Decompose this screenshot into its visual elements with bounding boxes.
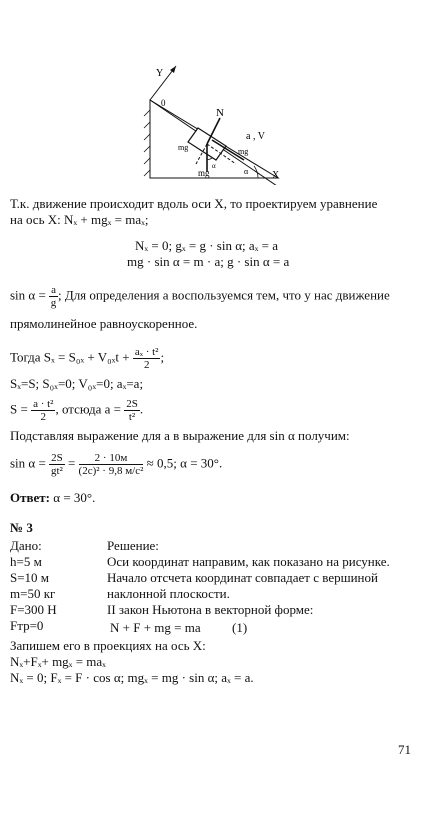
solution-1: Оси координат направим, как показано на рисунке.: [107, 554, 390, 569]
para-5: Тогда Sₓ = S₀ₓ + V₀ₓt + $\frac{\text{aₓ · t²}}{2}$ ;: [10, 346, 165, 371]
fraction-a: $\frac{2S}{\text{t²}}$: [126, 398, 138, 423]
given-title: Дано:: [10, 538, 42, 553]
incline-figure: [140, 60, 290, 185]
answer: [10, 490, 95, 505]
para-12: Nₓ = 0; Fₓ = F · cos α; mgₓ = mg · sin α; aₓ = a.: [10, 670, 254, 685]
label-av: a , V: [246, 131, 265, 142]
label-y: Y: [156, 68, 164, 79]
page-number: 71: [398, 742, 411, 757]
task-number: № 3: [10, 520, 33, 535]
given-2: S=10 м: [10, 570, 50, 585]
given-1: h=5 м: [10, 554, 42, 569]
fraction-2s-gt2: $\frac{2S}{\text{gt²}}$: [50, 452, 63, 477]
para-4: прямолинейное равноускоренное.: [10, 316, 198, 331]
solution-2: Начало отсчета координат совпадает с вершиной: [107, 570, 378, 585]
label-n: N: [216, 107, 224, 119]
label-mgy: mg: [178, 143, 189, 152]
fraction-numeric: $\frac{2 \cdot 10м}{\text{(2с)² · 9,8 м/с²}}$: [78, 452, 144, 477]
label-mg: mg: [198, 168, 210, 178]
label-origin: 0: [161, 98, 166, 108]
solution-title: Решение:: [107, 538, 159, 553]
para-7: S = $\frac{\text{a · t²}}{2}$ , отсюда a = $\frac{2S}{\text{t²}}$ .: [10, 398, 144, 423]
para-10: Запишем его в проекциях на ось X:: [10, 638, 206, 653]
label-alpha-2: α: [212, 162, 216, 170]
answer-text: α = 30°.: [53, 490, 96, 505]
para-11: Nₓ+Fₓ+ mgₓ = maₓ: [10, 654, 106, 669]
para-9-left: sin α =: [10, 455, 46, 471]
label-x: X: [272, 170, 280, 181]
para-1: Т.к. движение происходит вдоль оси X, то проектируем уравнение: [10, 196, 378, 211]
para-8: Подставляя выражение для a в выражение для sin α получим:: [10, 428, 350, 443]
para-5-left: Тогда Sₓ = S₀ₓ + V₀ₓt +: [10, 349, 130, 365]
given-4: F=300 Н: [10, 602, 57, 617]
given-3: m=50 кг: [10, 586, 56, 601]
label-alpha-1: α: [244, 167, 249, 176]
equation-1: Nₓ = 0; gₓ = g · sin α; aₓ = a: [135, 238, 279, 253]
para-6: Sₓ=S; S₀ₓ=0; V₀ₓ=0; aₓ=a;: [10, 376, 144, 391]
incline-hatch: [144, 110, 150, 176]
para-9-right: ≈ 0,5; α = 30°.: [146, 455, 223, 471]
equation-2: mg · sin α = m · a; g · sin α = a: [127, 254, 290, 269]
fraction-s: $\frac{\text{a · t²}}{2}$: [33, 398, 54, 423]
para-3: [10, 284, 390, 309]
newton-equation: N + F + mg = ma: [110, 620, 201, 635]
label-mgx: mg: [238, 147, 249, 156]
equation-number: (1): [232, 620, 248, 635]
fraction-at2-2: $\frac{\text{aₓ · t²}}{2}$: [134, 346, 159, 371]
para-3-right: ; Для определения a воспользуемся тем, что у нас движение: [57, 287, 390, 303]
para-7-left: S =: [10, 401, 28, 417]
solution-4: II закон Ньютона в векторной форме:: [107, 602, 314, 617]
fraction-a-g: $\frac{a}{g}$: [50, 284, 57, 309]
para-3-left: sin α =: [10, 287, 46, 303]
solution-3: наклонной плоскости.: [107, 586, 230, 601]
para-9: sin α = $\frac{2S}{\text{gt²}}$ = $\frac{2 \cdot 10м}{\text{(2с)² · 9,8 м/с²}}$ ≈ 0,5; α = 30°.: [10, 452, 223, 477]
given-5: Fтр=0: [10, 618, 44, 633]
para-7-mid: , отсюда a =: [55, 401, 121, 417]
para-2: на ось X: Nₓ + mgₓ = maₓ;: [10, 212, 149, 227]
answer-label: Ответ:: [10, 490, 51, 505]
